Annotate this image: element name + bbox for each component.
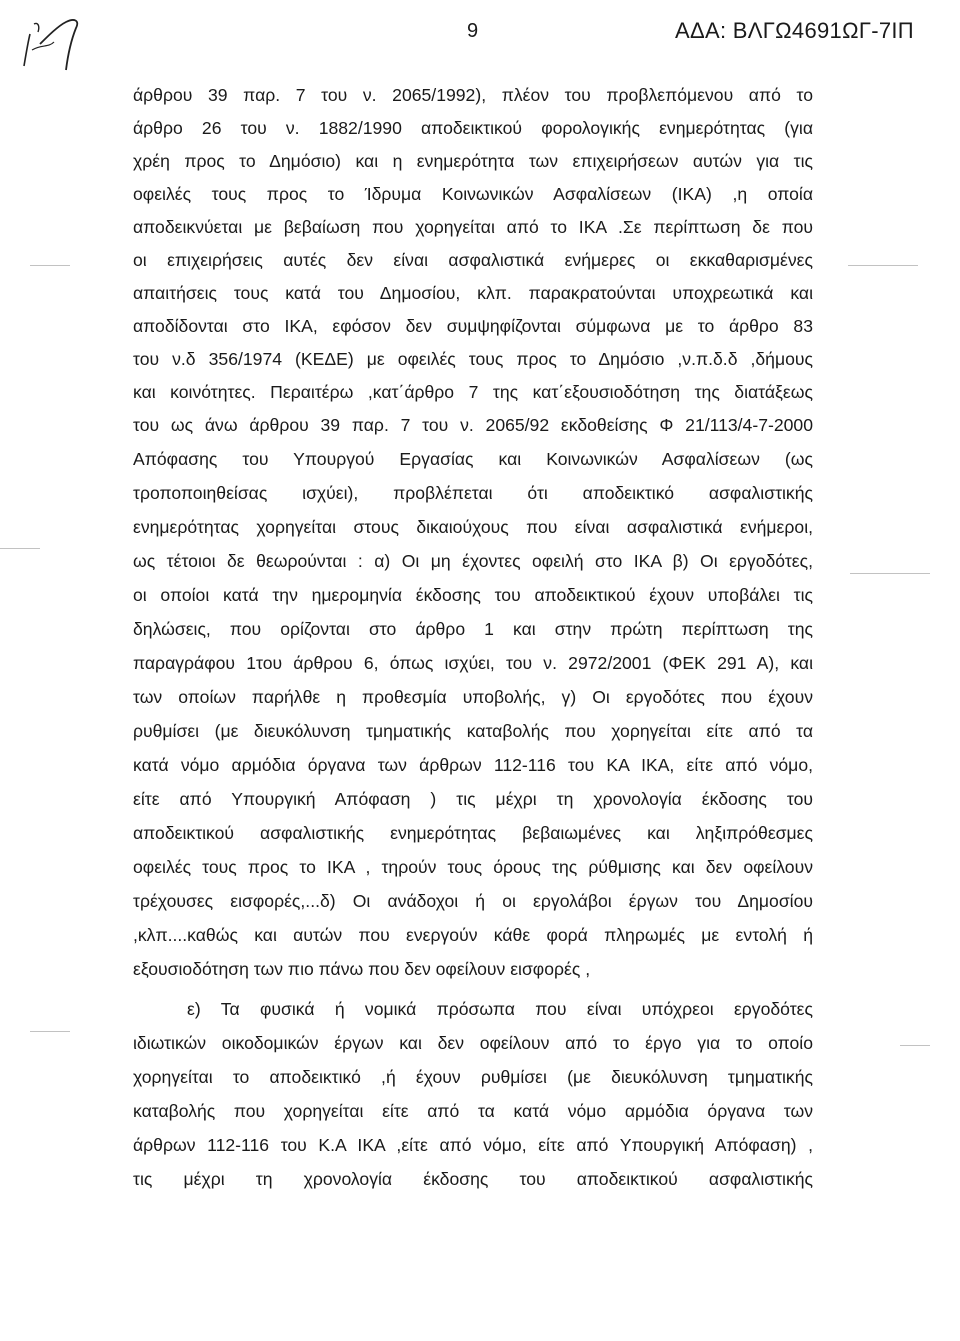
- text-line: τις μέχρι τη χρονολογία έκδοσης του αποδεικτικού ασφαλιστικής: [133, 1169, 813, 1189]
- text-line: ιδιωτικών οικοδομικών έργων και δεν οφείλουν από το έργο για το οποίο: [133, 1033, 813, 1053]
- text-line: ,κλπ....καθώς και αυτών που ενεργούν κάθε φορά πληρωμές με εντολή ή: [133, 925, 813, 945]
- text-line: απαιτήσεις τους κατά του Δημοσίου, κλπ. παρακρατούνται υποχρεωτικά και: [133, 283, 813, 303]
- handwritten-initials-icon: [18, 14, 88, 74]
- text-line: Απόφασης του Υπουργού Εργασίας και Κοινωνικών Ασφαλίσεων (ως: [133, 449, 813, 469]
- text-line: αποδεικνύεται με βεβαίωση που χορηγείται από το ΙΚΑ .Σε περίπτωση δε που: [133, 217, 813, 237]
- text-line: οφειλές τους προς το ΙΚΑ , τηρούν τους όρους της ρύθμισης και δεν οφείλουν: [133, 857, 813, 877]
- scan-artifact: [850, 573, 930, 574]
- text-line: ρυθμίσει (με διευκόλυνση τμηματικής καταβολής που χορηγείται είτε από τα: [133, 721, 813, 741]
- text-line: ως τέτοιοι δε θεωρούνται : α) Οι μη έχοντες οφειλή στο ΙΚΑ β) Οι εργοδότες,: [133, 551, 813, 571]
- text-line: κατά νόμο αρμόδια όργανα των άρθρων 112-116 του ΚΑ ΙΚΑ, είτε από νόμο,: [133, 755, 813, 775]
- text-line: αποδίδονται στο ΙΚΑ, εφόσον δεν συμψηφίζονται σύμφωνα με το άρθρο 83: [133, 316, 813, 336]
- text-line: οφειλές τους προς το Ίδρυμα Κοινωνικών Ασφαλίσεων (ΙΚΑ) ,η οποία: [133, 184, 813, 204]
- text-line: τροποποιηθείσας ισχύει), προβλέπεται ότι αποδεικτικό ασφαλιστικής: [133, 483, 813, 503]
- text-line: του ως άνω άρθρου 39 παρ. 7 του ν. 2065/92 εκδοθείσης Φ 21/113/4-7-2000: [133, 415, 813, 435]
- scan-artifact: [30, 1031, 70, 1032]
- scan-artifact: [0, 548, 40, 549]
- text-line: ε) Τα φυσικά ή νομικά πρόσωπα που είναι υπόχρεοι εργοδότες: [187, 999, 813, 1019]
- text-line: παραγράφου 1του άρθρου 6, όπως ισχύει, του ν. 2972/2001 (ΦΕΚ 291 Α), και: [133, 653, 813, 673]
- scan-artifact: [900, 1045, 930, 1046]
- text-line: των οποίων παρήλθε η προθεσμία υποβολής, γ) Οι εργοδότες που έχουν: [133, 687, 813, 707]
- text-line: χορηγείται το αποδεικτικό ,ή έχουν ρυθμίσει (με διευκόλυνση τμηματικής: [133, 1067, 813, 1087]
- text-line: και κοινότητες. Περαιτέρω ,κατ΄άρθρο 7 της κατ΄εξουσιοδότηση της διατάξεως: [133, 382, 813, 402]
- text-line: εξουσιοδότηση των πιο πάνω που δεν οφείλουν εισφορές ,: [133, 959, 591, 979]
- scan-artifact: [30, 265, 70, 266]
- scan-artifact: [848, 265, 918, 266]
- page-number: 9: [467, 20, 479, 42]
- ada-code: ΑΔΑ: ΒΛΓΩ4691ΩΓ-7ΙΠ: [675, 18, 914, 43]
- text-line: άρθρων 112-116 του Κ.Α ΙΚΑ ,είτε από νόμο, είτε από Υπουργική Απόφαση) ,: [133, 1135, 813, 1155]
- text-line: αποδεικτικού ασφαλιστικής ενημερότητας βεβαιωμένες και ληξιπρόθεσμες: [133, 823, 813, 843]
- text-line: δηλώσεις, που ορίζονται στο άρθρο 1 και στην πρώτη περίπτωση της: [133, 619, 813, 639]
- text-line: ενημερότητας χορηγείται στους δικαιούχους που είναι ασφαλιστικά ενήμεροι,: [133, 517, 813, 537]
- text-line: τρέχουσες εισφορές,...δ) Οι ανάδοχοι ή οι εργολάβοι έργων του Δημοσίου: [133, 891, 813, 911]
- text-line: χρέη προς το Δημόσιο) και η ενημερότητα των επιχειρήσεων αυτών για τις: [133, 151, 813, 171]
- text-line: άρθρο 26 του ν. 1882/1990 αποδεικτικού φορολογικής ενημερότητας (για: [133, 118, 813, 138]
- text-line: του ν.δ 356/1974 (ΚΕΔΕ) με οφειλές τους προς το Δημόσιο ,ν.π.δ.δ ,δήμους: [133, 349, 813, 369]
- text-line: οι οποίοι κατά την ημερομηνία έκδοσης του αποδεικτικού έχουν υποβάλει τις: [133, 585, 813, 605]
- text-line: οι επιχειρήσεις αυτές δεν είναι ασφαλιστικά ενήμερες οι εκκαθαρισμένες: [133, 250, 813, 270]
- text-line: είτε από Υπουργική Απόφαση ) τις μέχρι τη χρονολογία έκδοσης του: [133, 789, 813, 809]
- text-line: άρθρου 39 παρ. 7 του ν. 2065/1992), πλέον του προβλεπόμενου από το: [133, 85, 813, 105]
- text-line: καταβολής που χορηγείται είτε από τα κατά νόμο αρμόδια όργανα των: [133, 1101, 813, 1121]
